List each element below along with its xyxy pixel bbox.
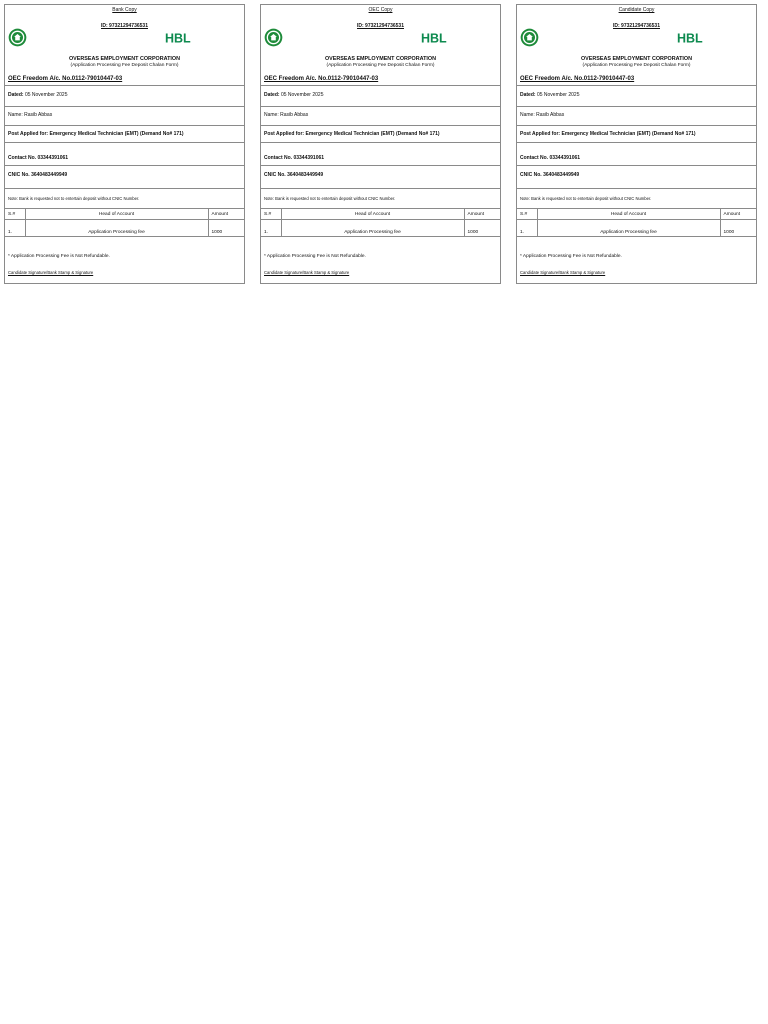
- contact-label: Contact No.: [520, 155, 549, 161]
- oec-emblem-icon: [520, 28, 539, 47]
- head-of-account-header: Head of Account: [537, 209, 720, 220]
- form-name: (Application Processing Fee Deposit Chalan Form): [326, 63, 435, 68]
- post-value: Emergency Medical Technician (EMT) (Demand No# 171): [305, 131, 440, 137]
- hbl-logo-icon: [677, 31, 709, 44]
- contact-value: 03344391061: [37, 155, 69, 161]
- fee-table: [5, 209, 244, 237]
- table-row: [261, 220, 500, 237]
- contact-label: Contact No.: [264, 155, 293, 161]
- signature-line: Candidate Signature/Bank Stamp & Signature: [264, 270, 350, 275]
- non-refundable-note: * Application Processing Fee is Not Refundable.: [264, 254, 366, 259]
- contact-label: Contact No.: [8, 155, 37, 161]
- oec-emblem-icon: [264, 28, 283, 47]
- challan-id: ID: 97321294736531: [101, 23, 148, 29]
- date-row: [5, 86, 244, 107]
- cnic-row: [261, 166, 500, 189]
- challan-footer: [5, 237, 244, 289]
- challan-footer: [261, 237, 500, 289]
- date-label: Dated:: [8, 92, 24, 98]
- cnic-label: CNIC No.: [520, 172, 542, 178]
- date-value: 05 November 2025: [280, 92, 324, 98]
- form-name: (Application Processing Fee Deposit Chalan Form): [582, 63, 691, 68]
- name-label: Name:: [520, 112, 535, 118]
- sr-cell: 1.: [517, 220, 537, 237]
- form-name: (Application Processing Fee Deposit Chalan Form): [70, 63, 179, 68]
- cnic-label: CNIC No.: [8, 172, 30, 178]
- challan-header: [5, 5, 244, 86]
- amount-header: Amount: [720, 209, 756, 220]
- non-refundable-note: * Application Processing Fee is Not Refundable.: [8, 254, 110, 259]
- challan-oec-copy: [260, 4, 501, 284]
- account-number: OEC Freedom A/c. No.0112-79010447-03: [264, 76, 379, 82]
- cnic-row: [517, 166, 756, 189]
- name-value: Rasib Abbas: [24, 112, 53, 118]
- cnic-label: CNIC No.: [264, 172, 286, 178]
- copy-label: OEC Copy: [368, 7, 393, 13]
- head-of-account-header: Head of Account: [281, 209, 464, 220]
- head-of-account-header: Head of Account: [25, 209, 208, 220]
- hbl-logo-icon: [421, 31, 453, 44]
- hbl-logo-text: HBL: [677, 31, 703, 44]
- post-label: Post Applied for:: [264, 131, 305, 137]
- date-value: 05 November 2025: [536, 92, 580, 98]
- organization-name: OVERSEAS EMPLOYMENT CORPORATION: [580, 56, 692, 62]
- name-value: Rasib Abbas: [280, 112, 309, 118]
- fee-table-header: [261, 209, 500, 220]
- name-row: [517, 107, 756, 126]
- cnic-value: 3640483449949: [31, 172, 68, 178]
- fee-table-header: [5, 209, 244, 220]
- amount-cell: 1000: [464, 220, 500, 237]
- post-row: [517, 126, 756, 143]
- table-row: [517, 220, 756, 237]
- table-row: [5, 220, 244, 237]
- post-value: Emergency Medical Technician (EMT) (Demand No# 171): [561, 131, 696, 137]
- fee-table-header: [517, 209, 756, 220]
- contact-row: [5, 143, 244, 166]
- sr-cell: 1.: [261, 220, 281, 237]
- cnic-row: [5, 166, 244, 189]
- challan-header: [517, 5, 756, 86]
- cnic-note: Note: Bank is requested not to entertain deposit without CNIC Number.: [8, 196, 140, 201]
- head-of-account-cell: Application Processing fee: [537, 220, 720, 237]
- date-row: [517, 86, 756, 107]
- sr-header: S.#: [517, 209, 537, 220]
- challan-footer: [517, 237, 756, 289]
- amount-cell: 1000: [208, 220, 244, 237]
- challan-id: ID: 97321294736531: [357, 23, 404, 29]
- fee-table: [517, 209, 756, 237]
- copy-label: Candidate Copy: [618, 7, 655, 13]
- cnic-value: 3640483449949: [543, 172, 580, 178]
- name-value: Rasib Abbas: [536, 112, 565, 118]
- account-number: OEC Freedom A/c. No.0112-79010447-03: [8, 76, 123, 82]
- cnic-value: 3640483449949: [287, 172, 324, 178]
- cnic-note: Note: Bank is requested not to entertain deposit without CNIC Number.: [520, 196, 652, 201]
- hbl-logo-text: HBL: [421, 31, 447, 44]
- signature-line: Candidate Signature/Bank Stamp & Signature: [520, 270, 606, 275]
- sr-cell: 1.: [5, 220, 25, 237]
- date-row: [261, 86, 500, 107]
- head-of-account-cell: Application Processing fee: [281, 220, 464, 237]
- challan-candidate-copy: [516, 4, 757, 284]
- name-label: Name:: [264, 112, 279, 118]
- note-row: [261, 189, 500, 209]
- name-label: Name:: [8, 112, 23, 118]
- contact-row: [261, 143, 500, 166]
- date-label: Dated:: [264, 92, 280, 98]
- hbl-logo-text: HBL: [165, 31, 191, 44]
- note-row: [5, 189, 244, 209]
- signature-line: Candidate Signature/Bank Stamp & Signature: [8, 270, 94, 275]
- post-row: [5, 126, 244, 143]
- organization-name: OVERSEAS EMPLOYMENT CORPORATION: [68, 56, 180, 62]
- contact-value: 03344391061: [293, 155, 325, 161]
- post-value: Emergency Medical Technician (EMT) (Demand No# 171): [49, 131, 184, 137]
- date-value: 05 November 2025: [24, 92, 68, 98]
- name-row: [5, 107, 244, 126]
- amount-header: Amount: [208, 209, 244, 220]
- hbl-logo-icon: [165, 31, 197, 44]
- organization-name: OVERSEAS EMPLOYMENT CORPORATION: [324, 56, 436, 62]
- sr-header: S.#: [261, 209, 281, 220]
- amount-header: Amount: [464, 209, 500, 220]
- cnic-note: Note: Bank is requested not to entertain deposit without CNIC Number.: [264, 196, 396, 201]
- post-row: [261, 126, 500, 143]
- name-row: [261, 107, 500, 126]
- copy-label: Bank Copy: [112, 7, 137, 13]
- oec-emblem-icon: [8, 28, 27, 47]
- non-refundable-note: * Application Processing Fee is Not Refundable.: [520, 254, 622, 259]
- contact-value: 03344391061: [549, 155, 581, 161]
- date-label: Dated:: [520, 92, 536, 98]
- amount-cell: 1000: [720, 220, 756, 237]
- sr-header: S.#: [5, 209, 25, 220]
- post-label: Post Applied for:: [8, 131, 49, 137]
- head-of-account-cell: Application Processing fee: [25, 220, 208, 237]
- fee-table: [261, 209, 500, 237]
- note-row: [517, 189, 756, 209]
- contact-row: [517, 143, 756, 166]
- challan-id: ID: 97321294736531: [613, 23, 660, 29]
- account-number: OEC Freedom A/c. No.0112-79010447-03: [520, 76, 635, 82]
- post-label: Post Applied for:: [520, 131, 561, 137]
- challan-header: [261, 5, 500, 86]
- challan-bank-copy: [4, 4, 245, 284]
